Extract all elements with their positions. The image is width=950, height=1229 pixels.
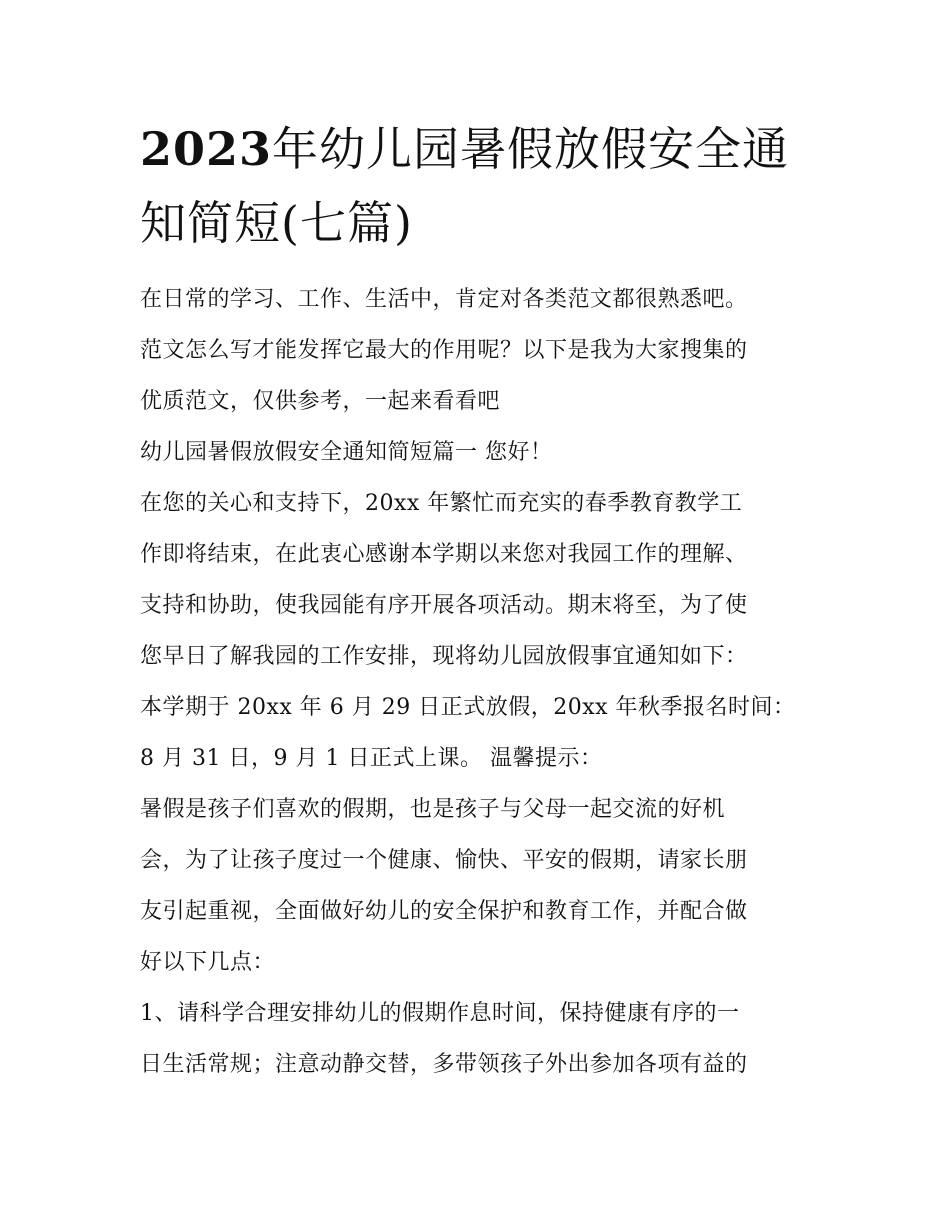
title-year: 2023 bbox=[140, 122, 273, 176]
body-line-5: 在您的关心和支持下，20xx 年繁忙而充实的春季教育教学工 bbox=[140, 491, 743, 516]
title-line-2-text: 知简短(七篇) bbox=[140, 196, 413, 250]
document-title bbox=[140, 112, 830, 260]
body-line-2: 范文怎么写才能发挥它最大的作用呢？以下是我为大家搜集的 bbox=[140, 338, 748, 363]
body-line-16: 日生活常规；注意动静交替，多带领孩子外出参加各项有益的 bbox=[140, 1052, 748, 1077]
body-line-9: 本学期于 20xx 年 6 月 29 日正式放假，20xx 年秋季报名时间： bbox=[140, 695, 796, 720]
body-line-12: 会，为了让孩子度过一个健康、愉快、平安的假期，请家长朋 bbox=[140, 848, 748, 873]
body-line-6: 作即将结束，在此衷心感谢本学期以来您对我园工作的理解、 bbox=[140, 542, 748, 567]
body-line-1: 在日常的学习、工作、生活中，肯定对各类范文都很熟悉吧。 bbox=[140, 287, 748, 312]
body-line-10: 8 月 31 日，9 月 1 日正式上课。 温馨提示： bbox=[140, 746, 603, 771]
body-line-11: 暑假是孩子们喜欢的假期，也是孩子与父母一起交流的好机 bbox=[140, 797, 726, 822]
body-line-7: 支持和协助，使我园能有序开展各项活动。期末将至，为了使 bbox=[140, 593, 748, 618]
body-line-8: 您早日了解我园的工作安排，现将幼儿园放假事宜通知如下： bbox=[140, 644, 748, 669]
title-line-1-text: 年幼儿园暑假放假安全通 bbox=[272, 122, 790, 176]
body-line-14: 好以下几点： bbox=[140, 950, 276, 975]
body-line-15: 1、请科学合理安排幼儿的假期作息时间，保持健康有序的一 bbox=[140, 1001, 740, 1026]
body-line-3: 优质范文，仅供参考，一起来看看吧 bbox=[140, 389, 501, 414]
body-line-4: 幼儿园暑假放假安全通知简短篇一 您好！ bbox=[140, 440, 553, 465]
body-line-13: 友引起重视，全面做好幼儿的安全保护和教育工作，并配合做 bbox=[140, 899, 748, 924]
